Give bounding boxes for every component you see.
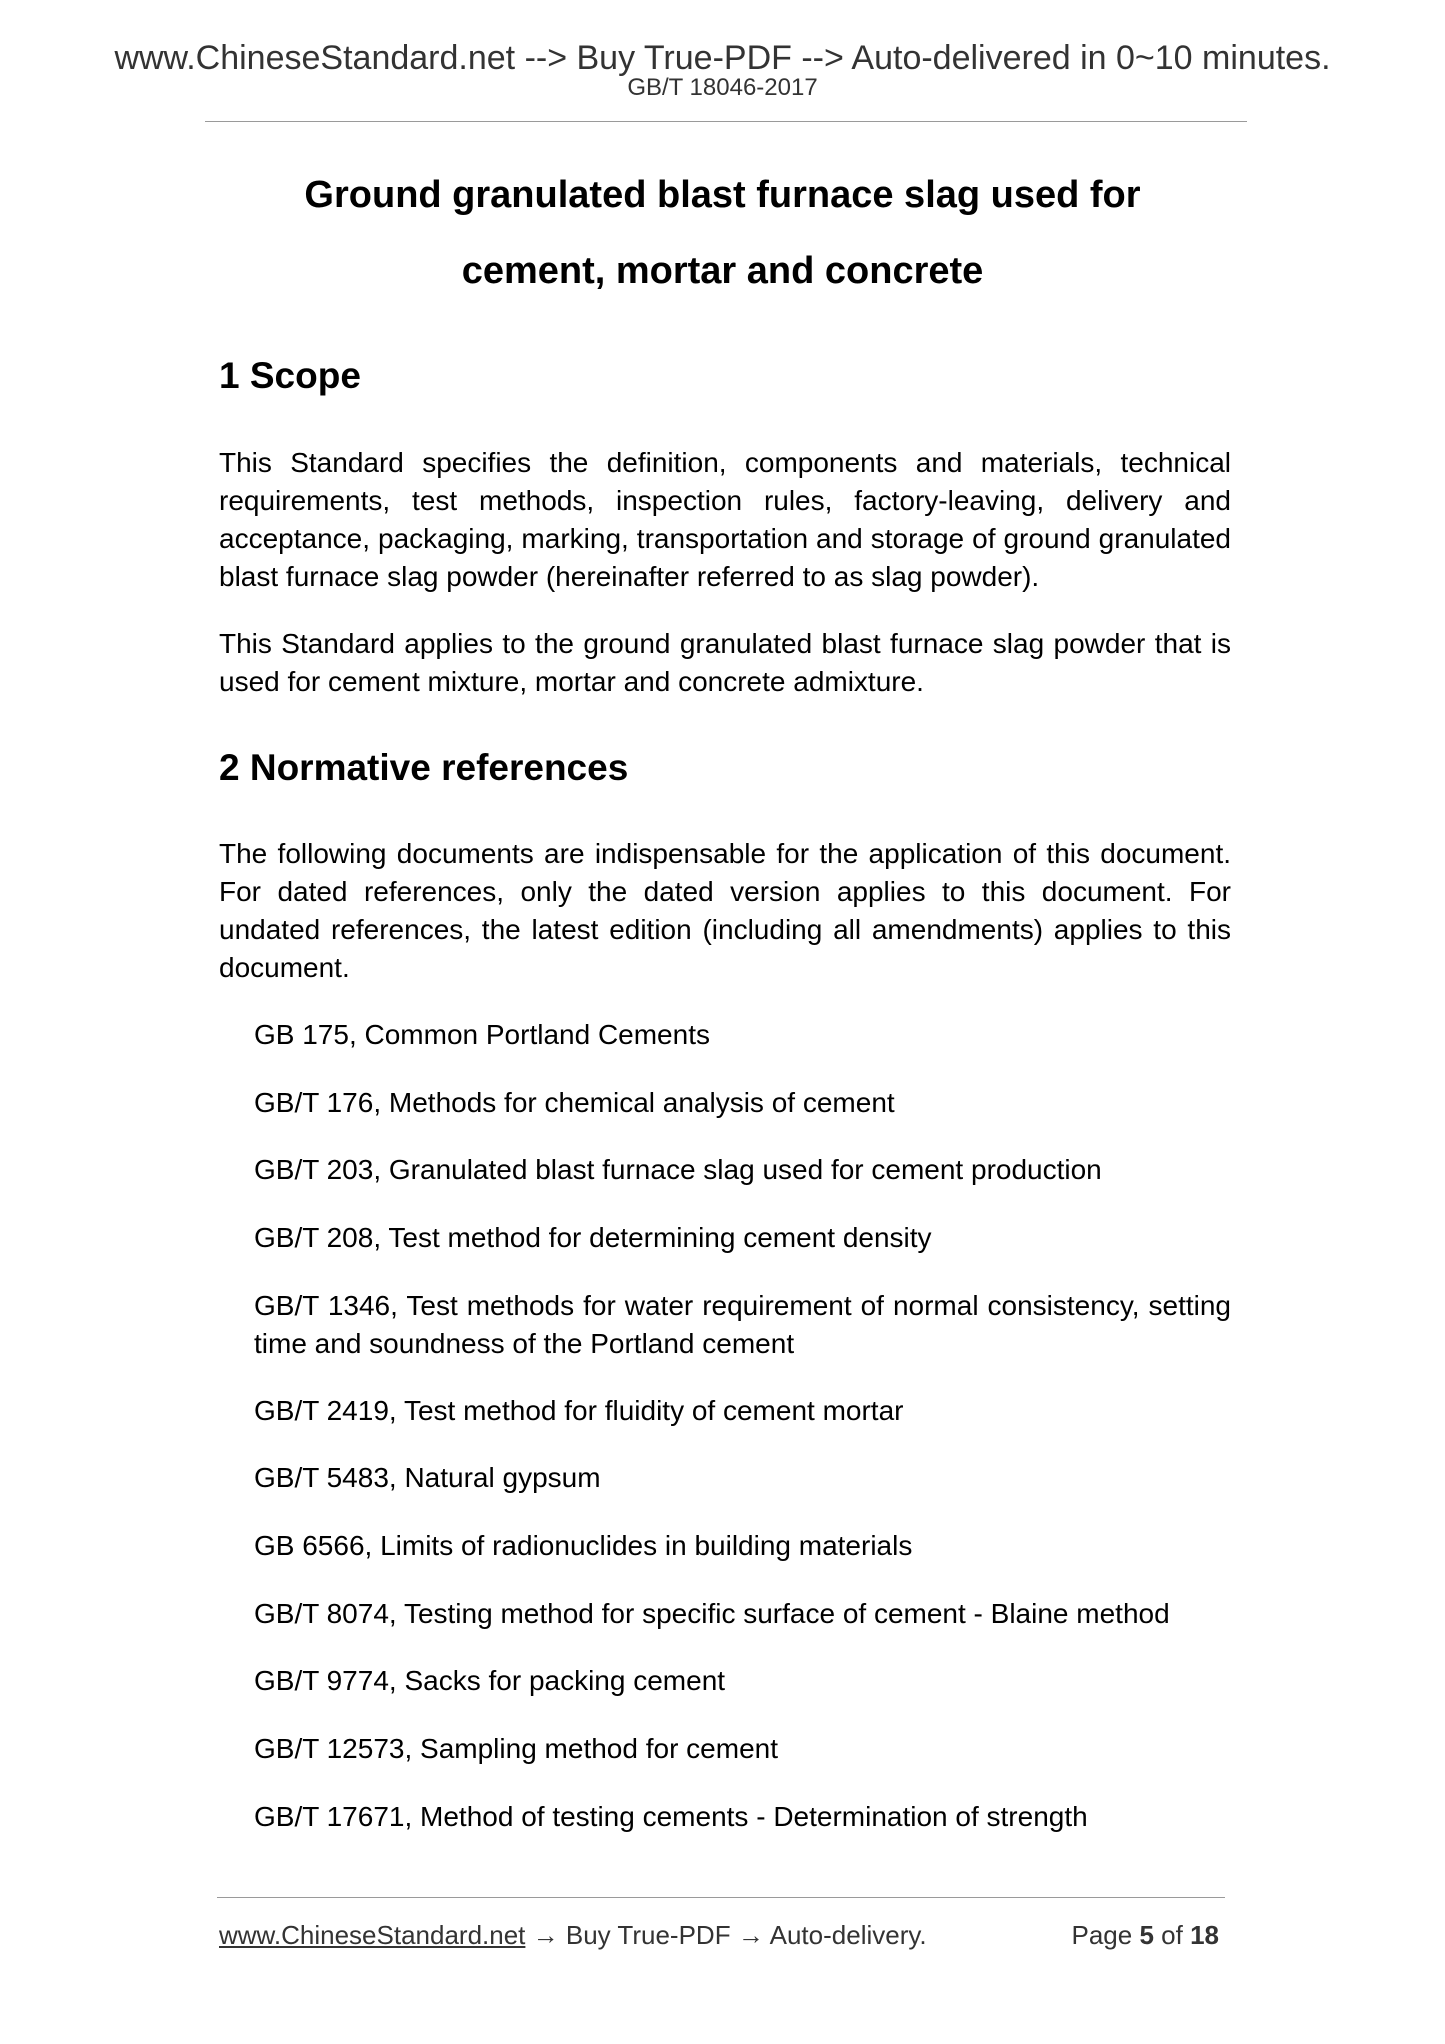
document-title-line-1: Ground granulated blast furnace slag used for [304,174,1141,216]
document-title-line-2: cement, mortar and concrete [461,250,984,292]
header-banner: www.ChineseStandard.net --> Buy True-PDF --> Auto-delivered in 0~10 minutes. [114,39,1331,77]
page-of: of [1161,1920,1183,1950]
reference-item: GB 6566, Limits of radionuclides in building materials [254,1530,913,1561]
scope-paragraph-2: This Standard applies to the ground granulated blast furnace slag powder that is used for cement mixture, mortar and concrete admixture. [219,628,1231,697]
reference-item: GB 175, Common Portland Cements [254,1019,710,1050]
reference-item: GB/T 12573, Sampling method for cement [254,1733,778,1764]
reference-item: GB/T 208, Test method for determining cement density [254,1222,932,1253]
footer-delivery-text: Auto-delivery. [769,1920,927,1950]
reference-item: GB/T 8074, Testing method for specific surface of cement - Blaine method [254,1598,1170,1629]
footer-site-link[interactable]: www.ChineseStandard.net [219,1920,526,1950]
standard-code: GB/T 18046-2017 [627,74,818,101]
reference-item: GB/T 9774, Sacks for packing cement [254,1665,726,1696]
arrow-right-icon: → [532,1920,559,1950]
page-total: 18 [1190,1920,1219,1950]
reference-item: GB/T 17671, Method of testing cements - Determination of strength [254,1801,1088,1832]
reference-item: GB/T 2419, Test method for fluidity of cement mortar [254,1395,904,1426]
section-heading-scope: 1 Scope [219,355,361,396]
reference-item: GB/T 5483, Natural gypsum [254,1462,601,1493]
footer-divider [217,1897,1225,1898]
section-heading-references: 2 Normative references [219,747,629,788]
references-intro: The following documents are indispensable for the application of this document. For dated references, only the dated version applies to this document. For undated references, the latest edition (including all amendments) applies to this document. [219,838,1231,983]
scope-paragraph-1: This Standard specifies the definition, components and materials, technical requirements, test methods, inspection rules, factory-leaving, delivery and acceptance, packaging, marking, transportation and storage of ground granulated blast furnace slag powder (hereinafter referred to as slag powder). [219,447,1231,592]
reference-item: GB/T 1346, Test methods for water requirement of normal consistency, setting time and soundness of the Portland cement [254,1290,1231,1359]
header-divider [205,121,1247,122]
page-current: 5 [1139,1920,1154,1950]
page-indicator [1071,1918,1219,1952]
page-label: Page [1071,1920,1133,1950]
footer-buy-text: Buy True-PDF [565,1920,731,1950]
reference-item: GB/T 203, Granulated blast furnace slag used for cement production [254,1154,1102,1185]
arrow-right-icon: → [737,1920,764,1950]
reference-item: GB/T 176, Methods for chemical analysis of cement [254,1087,895,1118]
page-footer [219,1918,1227,1952]
